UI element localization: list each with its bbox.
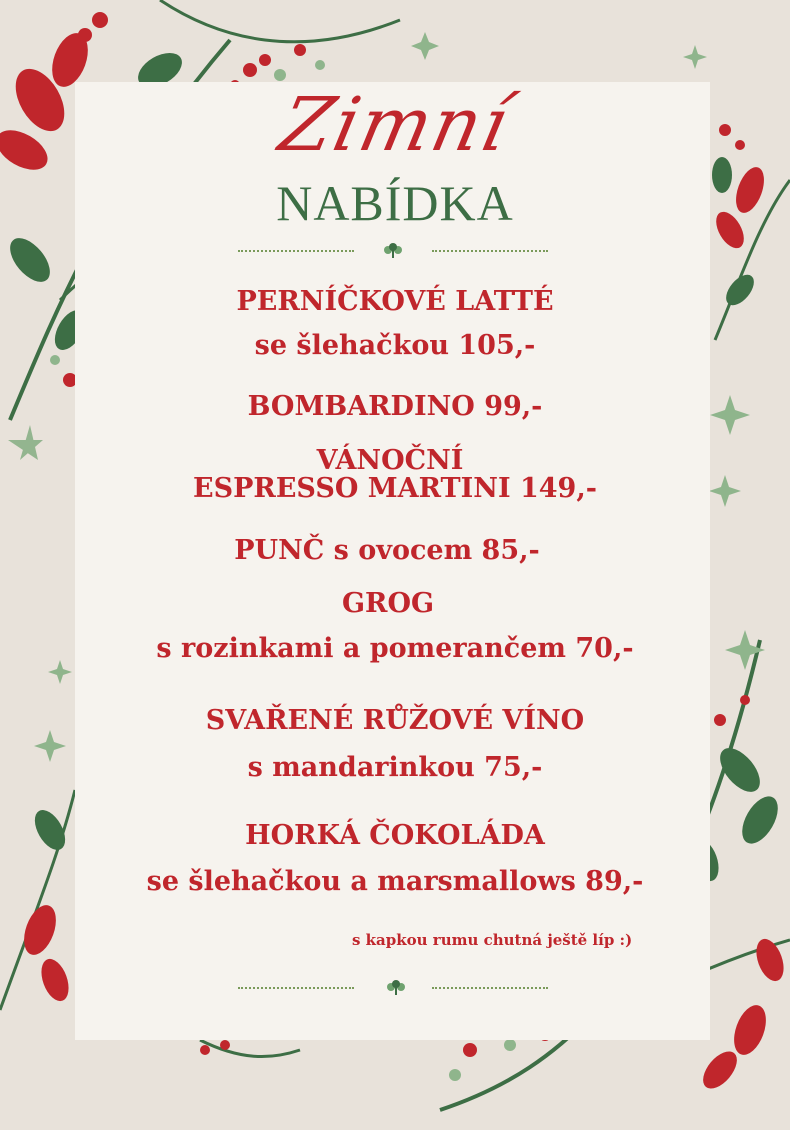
rum-note: s kapkou rumu chutná ještě líp :) [352, 931, 633, 949]
menu-item-grog-name: GROG [341, 588, 435, 619]
menu-item-perntickove-latte-detail: se šlehačkou 105,- [254, 330, 536, 361]
divider-dots-left [238, 987, 354, 989]
menu-title: NABÍDKA [276, 175, 514, 231]
menu-item-espresso-martini-detail: ESPRESSO MARTINI 149,- [193, 473, 597, 504]
divider-dots-left [238, 250, 354, 252]
menu-item-punc: PUNČ s ovocem 85,- [234, 535, 540, 566]
menu-item-grog-detail: s rozinkami a pomerančem 70,- [156, 633, 634, 664]
menu-item-bombardino: BOMBARDINO 99,- [247, 391, 543, 422]
menu-item-horka-cokolada-detail: se šlehačkou a marsmallows 89,- [146, 866, 644, 897]
menu-item-horka-cokolada-name: HORKÁ ČOKOLÁDA [245, 820, 545, 851]
bottom-divider [238, 980, 548, 996]
menu-item-espresso-martini-name: VÁNOČNÍ [316, 445, 464, 476]
menu-item-svarene-vino-name: SVAŘENÉ RŮŽOVÉ VÍNO [205, 705, 585, 736]
sprig-icon [384, 980, 408, 996]
menu-item-perntickove-latte-name: PERNÍČKOVÉ LATTÉ [236, 286, 554, 317]
top-divider [238, 243, 548, 259]
menu-title-script: Zimní [272, 82, 518, 168]
sprig-icon [381, 243, 405, 259]
divider-dots-right [432, 250, 548, 252]
menu-item-svarene-vino-detail: s mandarinkou 75,- [247, 752, 543, 783]
divider-dots-right [432, 987, 548, 989]
